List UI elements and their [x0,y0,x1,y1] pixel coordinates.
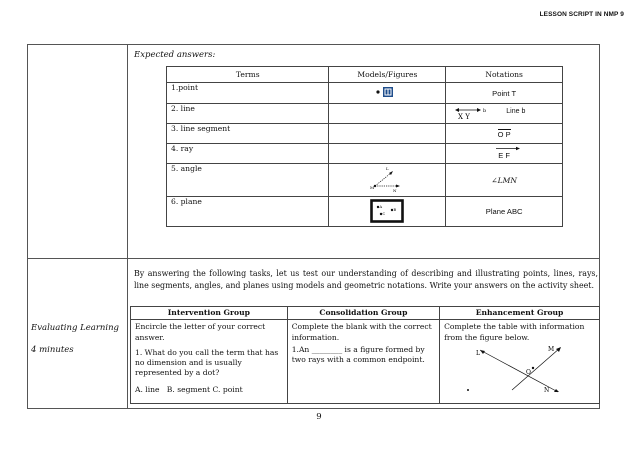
ray-arrow-icon [495,146,521,151]
svg-text:M: M [548,345,555,353]
angle-figure [367,164,407,194]
segment-figure-cell [329,124,446,144]
enhancement-instruction: Complete the table with information from the figure below. [444,322,585,342]
expected-answers-table [166,66,563,227]
evaluating-learning-label: Evaluating Learning [31,323,120,333]
svg-text:A: A [379,204,383,209]
table-row [167,83,563,104]
column-header-notations: Notations [446,67,563,83]
term-cell: 1.point [167,83,329,104]
notation-cell: Line b [506,108,526,115]
notation-cell: Point T [446,83,563,104]
notation-cell: O P [497,129,511,139]
svg-text:C: C [382,211,386,216]
angle-figure-cell [329,164,446,197]
svg-text:N: N [544,386,550,394]
duration-label: 4 minutes [31,345,74,355]
line-xy-icon [446,104,562,122]
line-figure-labels: X Y [458,113,471,121]
consolidation-group-header: Consolidation Group [287,307,439,320]
column-header-models: Models/Figures [329,67,446,83]
column-divider [127,44,128,409]
table-row [167,164,563,197]
term-cell: 4. ray [167,144,329,164]
table-row [167,144,563,164]
svg-text:L: L [476,349,481,357]
row-divider [27,258,600,259]
intervention-question: 1. What do you call the term that has no dimension and is usually represented by a dot? [135,347,279,378]
ray-figure-cell [329,144,446,164]
intervention-instruction: Encircle the letter of your correct answer. [135,322,266,342]
consolidation-question: 1.An ________ is a figure formed by two rays with a common endpoint. [291,344,425,364]
line-notation-cell [446,104,563,124]
svg-text:O: O [526,368,532,376]
term-cell: 6. plane [167,197,329,227]
term-cell: 2. line [167,104,329,124]
consolidation-instruction: Complete the blank with the correct information. [291,322,432,342]
term-cell: 3. line segment [167,124,329,144]
notation-cell: Plane ABC [446,197,563,227]
svg-text:L: L [386,166,390,171]
segment-notation-cell [446,124,563,144]
group-tasks-table [130,306,600,404]
line-figure-label-b: b [483,108,487,114]
plane-figure-cell [329,197,446,227]
lesson-script-header: LESSON SCRIPT IN NMP 9 [539,11,624,18]
notation-cell: ∠LMN [446,164,563,197]
line-figure-cell [329,104,446,124]
instructions-paragraph: By answering the following tasks, let us test our understanding of describing and illustrating points, lines, rays, line segments, angles, and planes using models and geometric notations. Write your answers on the activity sheet. [134,269,598,290]
column-header-terms: Terms [167,67,329,83]
table-row [167,197,563,227]
intervention-group-header: Intervention Group [131,307,288,320]
page-number: 9 [316,412,322,422]
ray-notation-cell [446,144,563,164]
svg-text:B: B [393,207,397,212]
consolidation-task [287,320,439,404]
expected-answers-label: Expected answers: [134,50,216,60]
term-cell: 5. angle [167,164,329,197]
intervention-task [131,320,288,404]
enhancement-task [440,320,600,404]
enhancement-group-header: Enhancement Group [440,307,600,320]
svg-text:N: N [393,188,397,193]
svg-text:M: M [370,185,375,190]
notation-cell: E F [498,150,510,160]
point-figure [329,83,446,104]
intervention-choices: A. line B. segment C. point [135,384,243,394]
intersecting-lines-figure [460,344,580,396]
table-row [167,124,563,144]
table-row [167,104,563,124]
plane-figure [370,199,404,223]
